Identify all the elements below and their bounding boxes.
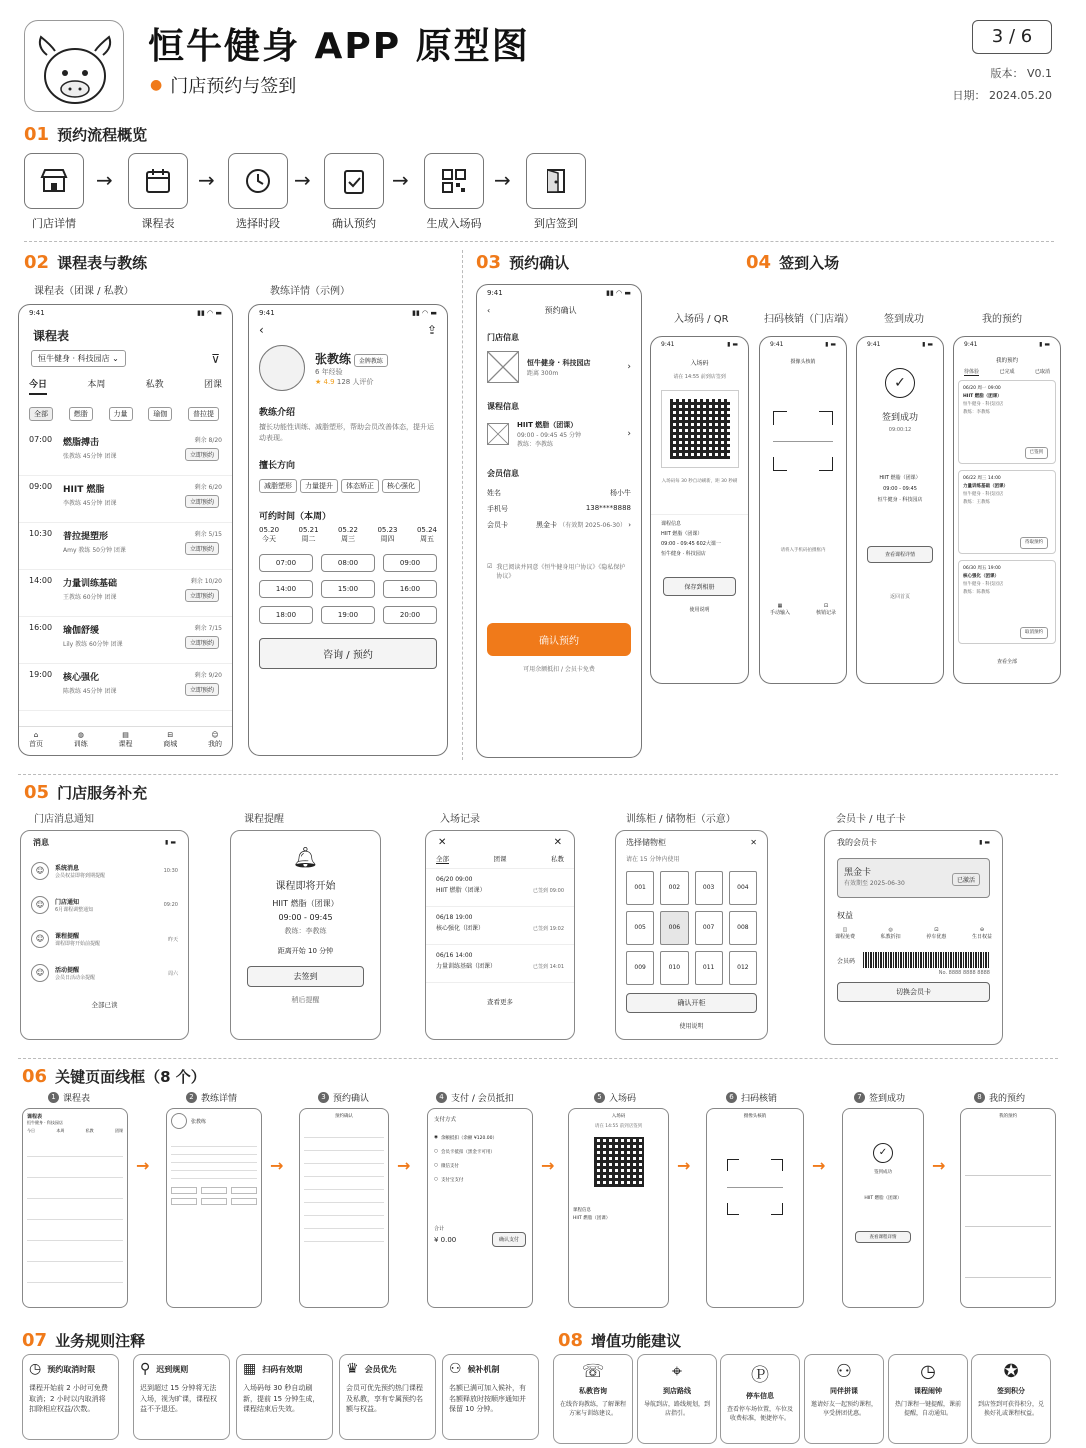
section-07-title: 07 业务规则注释 <box>22 1330 146 1351</box>
section-06-title: 06 关键页面线框（8 个） <box>22 1066 206 1087</box>
section-04-title: 04 签到入场 <box>746 252 840 273</box>
open-locker-button[interactable]: 确认开柜 <box>626 993 757 1013</box>
badge-icon: ✪ <box>1003 1361 1019 1382</box>
arrow-icon: → <box>932 1156 946 1175</box>
subtitle: 门店消息通知 <box>34 814 94 825</box>
flow-step-label: 生成入场码 <box>426 217 482 230</box>
wireframe-confirm: 预约确认 <box>299 1108 389 1308</box>
arrow-icon: → <box>541 1156 555 1175</box>
view-course-button[interactable]: 查看课程详情 <box>867 546 933 563</box>
locker-slot[interactable]: 002 <box>660 871 688 905</box>
tab-private[interactable]: 私教 <box>145 380 164 390</box>
store-icon <box>24 153 84 209</box>
payment-option[interactable]: ○ 微信支付 <box>434 1163 459 1169</box>
wireframe-label: 5 入场码 <box>594 1091 636 1104</box>
nav-home[interactable]: ⌂ 首页 <box>29 731 43 748</box>
book-button[interactable]: 立即预约 <box>185 448 219 461</box>
date: 日期： 2024.05.20 <box>952 89 1052 102</box>
record-card: ✕ ✕ 全部 团课 私教 06/20 09:00 HIIT 燃脂（团课） 已签到 09:00 06/18 19:00 核心强化（团课） 已签到 19:02 06/16 14:00 力量训练基础（团课） 已签到 14:01 查看更多 <box>425 830 575 1040</box>
rule-card: ⚇ 候补机制 名额已满可加入候补，有名额释放时按顺序通知并保留 10 分钟。 <box>442 1354 539 1440</box>
arrow-icon: → <box>136 1156 150 1175</box>
subtitle: 会员卡 / 电子卡 <box>836 814 906 825</box>
payment-option[interactable]: ○ 支付宝支付 <box>434 1177 464 1183</box>
crown-icon: ♛ <box>346 1361 359 1377</box>
feature-card: ◷ 课程闹钟 热门课程一键提醒，课前提醒，自动通知。 <box>888 1354 968 1444</box>
payment-option[interactable]: ○ 会员卡抵扣（黑金卡可用） <box>434 1149 495 1155</box>
share-icon[interactable]: ⇪ <box>426 323 437 337</box>
tab-group[interactable]: 团课 <box>203 380 222 390</box>
dot-icon: ● <box>150 77 163 93</box>
my-booking-phone: 9:41 ▮ ▬ 我的预约 待体验 已完成 已取消 06/20 周一 09:00 HIIT 燃脂（团课） 恒牛健身 · 科技园店 教练：李教练 已签到 06/22 周三 14:00 力量训练基础（团课） 恒牛健身 · 科技园店 教练：王教练 待取预约 06/30 周五 19:00 核心强化（团课） 恒牛健身 · 科技园店 教练：陈教练 取消预约 查看全部 <box>953 336 1061 684</box>
time-slot[interactable]: 19:00 <box>321 606 375 624</box>
wireframe-success: ✓ 签到成功 HIIT 燃脂（团课） 查看课程详情 <box>842 1108 924 1308</box>
locker-slot[interactable]: 005 <box>626 911 654 945</box>
checkin-button[interactable]: 去签到 <box>247 966 364 987</box>
confirm-booking-button[interactable]: 确认预约 <box>487 623 631 656</box>
wireframe-label: 3 预约确认 <box>318 1091 369 1104</box>
day-item[interactable]: 05.24 周五 <box>416 526 437 544</box>
close-icon[interactable]: ✕ <box>553 837 562 848</box>
back-icon[interactable]: ‹ <box>259 323 264 337</box>
list-item: 06/20 09:00 HIIT 燃脂（团课） 已签到 09:00 <box>426 869 574 907</box>
calendar-icon <box>128 153 188 209</box>
divider <box>18 774 1058 775</box>
qr-code-icon <box>424 153 484 209</box>
wireframe-label: 2 教练详情 <box>186 1091 237 1104</box>
version: 版本： V0.1 <box>990 67 1052 80</box>
locker-slot[interactable]: 007 <box>695 911 723 945</box>
locker-slot[interactable]: 010 <box>660 951 688 985</box>
table-row: 14:00 力量训练基础 王教练 60分钟 团课 剩余 10/20 立即预约 <box>19 570 232 617</box>
check-circle-icon: ✓ <box>885 368 915 398</box>
arrow-icon: → <box>677 1156 691 1175</box>
schedule-phone: 9:41 ▮▮ ◠ ▬ 课程表 恒牛健身 · 科技园店 ⌄ ⊽ 今日 本周 私教 团课 全部 燃脂 力量 瑜伽 普拉提 07:00 燃脂搏击 张教练 45分钟 团课 剩余 8/20 立即预约 09:00 HIIT 燃脂 李教练 45分钟 团课 剩余 6/20 立即预约 10:30 普拉提塑形 Amy 教练 50分钟 团课 剩余 5/15 立即预约 14:00 力量训练基础 王教练 60分钟 团课 剩余 10/20 立即预约 16:00 瑜伽舒缓 Lily 教练 60分钟 团课 剩余 7/15 立即预约 19:00 核心强化 陈教练 45分钟 团课 剩余 9/20 立即预约 ⌂ 首页 ◍ 训练 ▤ 课程 ⊟ 商城 ☺ 我的 <box>18 304 233 756</box>
nav-shop[interactable]: ⊟ 商城 <box>163 731 178 748</box>
subtitle: 训练柜 / 储物柜（示意） <box>626 814 736 825</box>
bell-icon: 🔔︎ <box>292 845 319 869</box>
alarm-icon: ◷ <box>920 1361 936 1382</box>
close-icon[interactable]: ✕ <box>438 837 447 848</box>
scan-phone: 9:41 ▮ ▬ 摄像头核销 请将入手机码拍摄框内 ▦ 手动输入 ⊡ 核销记录 <box>759 336 847 684</box>
nav-course[interactable]: ▤ 课程 <box>118 731 133 748</box>
group-icon: ⚇ <box>449 1361 462 1377</box>
time-slot[interactable]: 07:00 <box>259 554 313 572</box>
locker-slot[interactable]: 008 <box>729 911 757 945</box>
flow-step-label: 到店签到 <box>534 217 578 230</box>
locker-slot[interactable]: 009 <box>626 951 654 985</box>
checkbox-icon[interactable]: ☑ <box>487 563 493 570</box>
list-item[interactable]: ☺ 课程提醒 课程即将开始前提醒 昨天 <box>21 922 188 956</box>
list-item[interactable]: ☺ 系统消息 会员权益即将到期提醒 10:30 <box>21 854 188 888</box>
message-icon: ☺ <box>31 862 49 880</box>
page-title: 恒牛健身 APP 原型图 <box>148 26 530 67</box>
arrow-icon: → <box>96 168 113 192</box>
wireframe-scan: 摄像头核销 <box>706 1108 804 1308</box>
avatar <box>259 345 305 391</box>
book-button[interactable]: 立即预约 <box>185 636 219 649</box>
rule-card: ▦ 扫码有效期 入场码每 30 秒自动刷新，提前 15 分钟生成，课程结束后失效。 <box>236 1354 333 1440</box>
booking-action-button[interactable]: 取消预约 <box>1020 627 1048 639</box>
section-01-title: 01 预约流程概览 <box>24 124 148 145</box>
arrow-icon: → <box>270 1156 284 1175</box>
save-album-button[interactable]: 保存到相册 <box>663 577 736 596</box>
manual-input-button[interactable]: ▦ 手动输入 <box>770 603 791 616</box>
wireframe-qr: 入场码 请在 14:55 前到店签到 课程信息 HIIT 燃脂（团课） <box>568 1108 669 1308</box>
flow-step-label: 确认预约 <box>332 217 376 230</box>
mascot-logo <box>24 20 124 112</box>
message-icon: ☺ <box>31 964 49 982</box>
subtitle: 签到成功 <box>884 314 924 325</box>
rule-card: ⚲ 迟到规则 迟到超过 15 分钟将无法入场，视为旷课，课程权益不予退还。 <box>133 1354 230 1440</box>
door-icon <box>526 153 586 209</box>
list-item[interactable]: ☺ 门店通知 6月课程调整通知 09:20 <box>21 888 188 922</box>
flow-step-label: 课程表 <box>141 217 175 230</box>
divider <box>24 241 1054 242</box>
chat-icon: ☏ <box>581 1361 605 1382</box>
reminder-card: 🔔︎ 课程即将开始 HIIT 燃脂（团课） 09:00 - 09:45 教练：李教练 距离开始 10 分钟 去签到 稍后提醒 <box>230 830 381 1040</box>
wireframe-label: 6 扫码核销 <box>726 1091 777 1104</box>
subtitle: 课程提醒 <box>244 814 284 825</box>
list-item: 06/20 周一 09:00 HIIT 燃脂（团课） 恒牛健身 · 科技园店 教练：李教练 已签到 <box>958 380 1056 464</box>
feature-card: ☏ 私教咨询 在线咨询教练，了解课程方案与训练建议。 <box>553 1354 633 1444</box>
time-slot[interactable]: 20:00 <box>383 606 437 624</box>
table-row: 10:30 普拉提塑形 Amy 教练 50分钟 团课 剩余 5/15 立即预约 <box>19 523 232 570</box>
barcode <box>863 952 990 968</box>
wireframe-label: 7 签到成功 <box>854 1091 905 1104</box>
parking-icon: Ⓟ <box>751 1365 769 1386</box>
locker-slot[interactable]: 012 <box>729 951 757 985</box>
page-subtitle: 门店预约与签到 <box>170 76 297 97</box>
booking-action-button[interactable]: 待取预约 <box>1020 537 1048 549</box>
qr-code <box>670 399 730 459</box>
book-button[interactable]: 立即预约 <box>185 683 219 696</box>
walk-icon: ⚲ <box>140 1361 151 1377</box>
time-slot[interactable]: 14:00 <box>259 580 313 598</box>
switch-card-button[interactable]: 切换会员卡 <box>837 982 990 1002</box>
time-slot[interactable]: 16:00 <box>383 580 437 598</box>
wireframe-coach: 张教练 <box>166 1108 262 1308</box>
day-item[interactable]: 05.23 周四 <box>377 526 398 544</box>
divider <box>18 1058 1058 1059</box>
arrow-icon: → <box>812 1156 826 1175</box>
section-05-title: 05 门店服务补充 <box>24 782 148 803</box>
section-08-title: 08 增值功能建议 <box>558 1330 682 1351</box>
member-card-panel: 我的会员卡 ▮ ▬ 黑金卡 有效期至 2025-06-30 已激活 权益 ◫ 课程免费 ◎ 私教折扣 ⊡ 停车优惠 ⊖ 生日权益 会员码 No. 8888 8888 8888 切换会员卡 <box>824 830 1003 1045</box>
book-button[interactable]: 立即预约 <box>185 495 219 508</box>
nav-train[interactable]: ◍ 训练 <box>73 731 88 748</box>
qr-phone: 9:41 ▮ ▬ 入场码 请在 14:55 前到店签到 入场码每 30 秒自动刷新，距 30 秒刷 课程信息 HIIT 燃脂（团课） 09:00 - 09:45 602大课一 恒牛健身 · 科技园店 保存到相册 使用说明 <box>650 336 749 684</box>
clock-icon: ◷ <box>29 1361 42 1377</box>
wireframe-label: 8 我的预约 <box>974 1091 1025 1104</box>
feature-card: ✪ 签到积分 到店签到可获得积分，兑换好礼或课程权益。 <box>971 1354 1051 1444</box>
message-card: 消息 ▮ ▬ ☺ 系统消息 会员权益即将到期提醒 10:30 ☺ 门店通知 6月课程调整通知 09:20 ☺ 课程提醒 课程即将开始前提醒 昨天 ☺ 活动提醒 会员日活动余提醒 周六 全部已读 <box>20 830 189 1040</box>
section-03-title: 03 预约确认 <box>476 252 570 273</box>
book-button[interactable]: 立即预约 <box>185 589 219 602</box>
wireframe-my-booking: 我的预约 <box>960 1108 1056 1308</box>
flow-step-label: 门店详情 <box>32 217 76 230</box>
nav-me[interactable]: ☺ 我的 <box>208 731 222 748</box>
table-row: 07:00 燃脂搏击 张教练 45分钟 团课 剩余 8/20 立即预约 <box>19 429 232 476</box>
subtitle: 教练详情（示例） <box>270 286 350 297</box>
filter-chip[interactable]: 全部 <box>29 407 53 421</box>
list-item: 06/22 周三 14:00 力量训练基础（团课） 恒牛健身 · 科技园店 教练：王教练 待取预约 <box>958 470 1056 554</box>
location-icon: ⌖ <box>671 1361 683 1382</box>
tab-week[interactable]: 本周 <box>87 380 106 390</box>
list-item: 06/16 14:00 力量训练基础（团课） 已签到 14:01 <box>426 945 574 983</box>
consult-button[interactable]: 咨询 / 预约 <box>259 638 437 669</box>
filter-chip[interactable]: 燃脂 <box>69 407 93 421</box>
subtitle: 入场记录 <box>440 814 480 825</box>
wireframe-label: 4 支付 / 会员抵扣 <box>436 1091 514 1104</box>
subtitle: 扫码核销（门店端） <box>764 314 854 325</box>
clock-icon <box>228 153 288 209</box>
message-icon: ☺ <box>31 930 49 948</box>
screen-title: 课程表 <box>33 329 70 343</box>
table-row: 09:00 HIIT 燃脂 李教练 45分钟 团课 剩余 6/20 立即预约 <box>19 476 232 523</box>
book-button[interactable]: 立即预约 <box>185 542 219 555</box>
time-slot[interactable]: 08:00 <box>321 554 375 572</box>
record-button[interactable]: ⊡ 核销记录 <box>815 603 836 616</box>
time-slot[interactable]: 15:00 <box>321 580 375 598</box>
coach-phone: 9:41 ▮▮ ◠ ▬ ‹ ⇪ 张教练 金牌教练 6 年经验 ★ 4.9 128 人评价 教练介绍 擅长功能性训练、减脂塑形，帮助会员改善体态，提升运动表现。 擅长方向 减脂塑形 力量提升 体态矫正 核心强化 可约时间（本周） 05.20 今天 05.21 周二 05.22 周三 05.23 周四 05.24 周五 07:00 08:00 09:00 14:00 15:00 16:00 18:00 19:00 20:00 咨询 / 预约 <box>248 304 448 756</box>
feature-card: ⚇ 同伴拼课 邀请好友一起预约课程，享受拼团优惠。 <box>804 1354 884 1444</box>
arrow-icon: → <box>198 168 215 192</box>
time-slot[interactable]: 18:00 <box>259 606 313 624</box>
section-02-title: 02 课程表与教练 <box>24 252 148 273</box>
qr-code-icon: ▦ <box>243 1361 257 1377</box>
divider <box>462 250 463 760</box>
table-row: 16:00 瑜伽舒缓 Lily 教练 60分钟 团课 剩余 7/15 立即预约 <box>19 617 232 664</box>
payment-option[interactable]: ◉ 余额抵扣（余额 ¥120.00） <box>434 1135 497 1141</box>
locker-slot[interactable]: 004 <box>729 871 757 905</box>
store-select[interactable]: 恒牛健身 · 科技园店 ⌄ <box>31 350 126 367</box>
clipboard-check-icon <box>324 153 384 209</box>
locker-slot[interactable]: 006 <box>660 911 688 945</box>
time-slot[interactable]: 09:00 <box>383 554 437 572</box>
subtitle: 课程表（团课 / 私教） <box>34 286 134 297</box>
day-item[interactable]: 05.22 周三 <box>337 526 359 544</box>
tab-today[interactable]: 今日 <box>29 377 47 395</box>
day-item[interactable]: 05.20 今天 <box>259 526 280 544</box>
booking-action-button[interactable]: 已签到 <box>1025 447 1049 459</box>
feature-card: ⌖ 到店路线 导航到店，路线规划，到店指引。 <box>637 1354 717 1444</box>
subtitle: 我的预约 <box>982 314 1022 325</box>
page-number: 3 / 6 <box>972 20 1052 54</box>
pay-button[interactable]: 确认支付 <box>492 1232 526 1247</box>
day-item[interactable]: 05.21 周二 <box>298 526 319 544</box>
rule-card: ♛ 会员优先 会员可优先预约热门课程及私教，享有专属预约名额与权益。 <box>339 1354 436 1440</box>
filter-chip[interactable]: 瑜伽 <box>148 407 172 421</box>
wireframe-label: 1 课程表 <box>48 1091 90 1104</box>
locker-card: 选择储物柜 ✕ 请在 15 分钟内使用 001 002 003 004 005 006 007 008 009 010 011 012 确认开柜 使用说明 <box>615 830 768 1040</box>
arrow-icon: → <box>294 168 311 192</box>
arrow-icon: → <box>397 1156 411 1175</box>
arrow-icon: → <box>494 168 511 192</box>
feature-card: Ⓟ 停车信息 查看停车场位置，车位及收费标准，便捷停车。 <box>720 1354 800 1444</box>
flow-step-label: 选择时段 <box>236 217 280 230</box>
list-item[interactable]: ☺ 活动提醒 会员日活动余提醒 周六 <box>21 956 188 990</box>
list-item: 06/18 19:00 核心强化（团课） 已签到 19:02 <box>426 907 574 945</box>
list-item: 06/30 周五 19:00 核心强化（团课） 恒牛健身 · 科技园店 教练：陈教练 取消预约 <box>958 560 1056 644</box>
checkin-success-phone: 9:41 ▮ ▬ ✓ 签到成功 09:00:12 HIIT 燃脂（团课） 09:00 - 09:45 恒牛健身 · 科技园店 查看课程详情 返回首页 <box>856 336 944 684</box>
close-icon[interactable]: ✕ <box>750 838 757 847</box>
message-icon: ☺ <box>31 896 49 914</box>
filter-chip[interactable]: 力量 <box>109 407 133 421</box>
arrow-icon: → <box>392 168 409 192</box>
subtitle: 入场码 / QR <box>674 314 729 325</box>
filter-icon[interactable]: ⊽ <box>211 351 220 366</box>
back-icon[interactable]: ‹ <box>487 306 491 315</box>
rule-card: ◷ 预约取消时限 课程开始前 2 小时可免费取消；2 小时以内取消将扣除相应权益/次数。 <box>22 1354 119 1440</box>
locker-slot[interactable]: 001 <box>626 871 654 905</box>
wireframe-payment: 支付方式 ◉ 余额抵扣（余额 ¥120.00） ○ 会员卡抵扣（黑金卡可用） ○ 微信支付 ○ 支付宝支付 合计 ¥ 0.00 确认支付 <box>427 1108 533 1308</box>
filter-chip[interactable]: 普拉提 <box>188 407 219 421</box>
table-row: 19:00 核心强化 陈教练 45分钟 团课 剩余 9/20 立即预约 <box>19 664 232 711</box>
confirm-phone: 9:41 ▮▮ ◠ ▬ ‹ 预约确认 门店信息 恒牛健身 · 科技园店 距离 300m › 课程信息 HIIT 燃脂（团课） 09:00 - 09:45 45 分钟 教练：李教练 › 会员信息 姓名 杨小牛 手机号 138****8888 会员卡 黑金卡 （有效期 2025-06-30） › ☑ 我已阅读并同意《恒牛健身用户协议》《隐私保护协议》 确认预约 可用余额抵扣 / 会员卡免费 <box>476 284 642 758</box>
wireframe-schedule: 课程表 恒牛健身 · 科技园店 今日 本周 私教 团课 <box>22 1108 128 1308</box>
locker-slot[interactable]: 003 <box>695 871 723 905</box>
people-icon: ⚇ <box>835 1361 853 1382</box>
locker-slot[interactable]: 011 <box>695 951 723 985</box>
